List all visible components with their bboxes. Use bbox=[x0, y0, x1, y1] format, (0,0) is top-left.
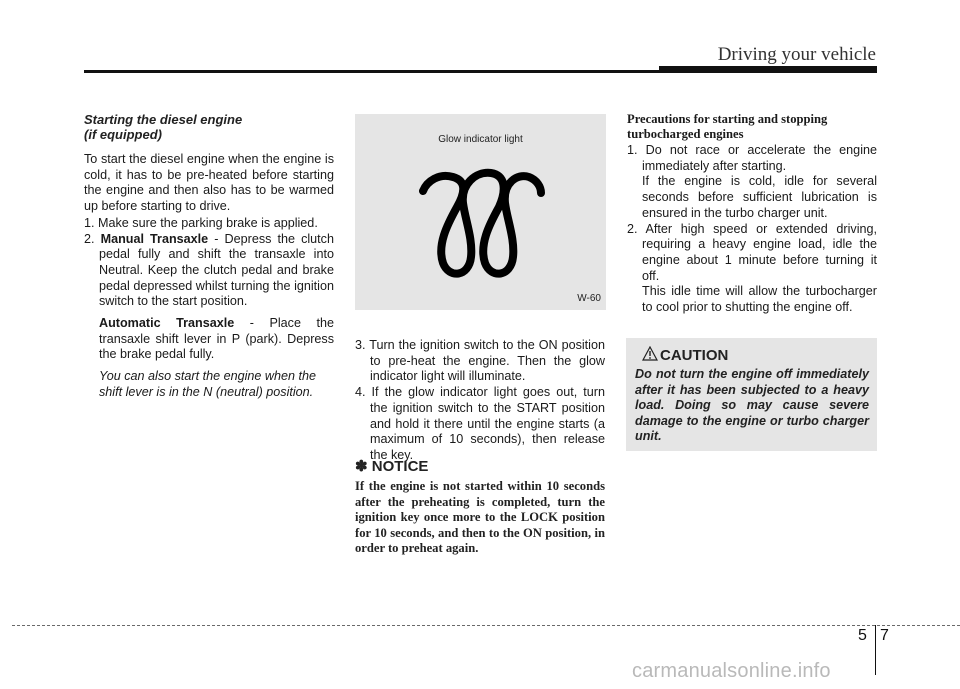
glow-plug-coil-icon bbox=[413, 159, 549, 279]
neutral-note: You can also start the engine when the shift lever is in the N (neutral) position. bbox=[99, 369, 317, 399]
step-3: 3. Turn the ignition switch to the ON position to pre-heat the engine. Then the glow indicator light will illuminate. bbox=[355, 338, 605, 384]
left-column bbox=[84, 112, 334, 401]
heading-line-2: (if equipped) bbox=[84, 127, 162, 142]
precaution-2-note: This idle time will allow the turbocharger to cool prior to shutting the engine off. bbox=[642, 284, 877, 315]
chapter-number: 5 bbox=[858, 627, 867, 644]
caution-text: Do not turn the engine off immediately after it has been subjected to a heavy load. Doing so may cause severe damage to the engine or turbo charger unit. bbox=[635, 367, 869, 444]
figure-code: W-60 bbox=[577, 293, 601, 304]
automatic-transaxle-text: - Place the transaxle shift lever in P (park). Depress the brake pedal fully. bbox=[99, 316, 335, 362]
page-number: 7 bbox=[880, 627, 889, 644]
intro-paragraph: To start the diesel engine when the engine is cold, it has to be pre-heated before starting the engine and then also has to be warmed up before starting to drive. bbox=[84, 152, 334, 214]
right-column bbox=[627, 112, 877, 316]
automatic-transaxle-label: Automatic Transaxle bbox=[99, 316, 235, 331]
precaution-1-note: If the engine is cold, idle for several seconds before sufficient lubrication is ensured in the turbo charger unit. bbox=[642, 174, 877, 220]
step-2-number: 2. bbox=[84, 231, 101, 246]
header-rule-accent bbox=[659, 66, 877, 71]
step-4: 4. If the glow indicator light goes out, turn the ignition switch to the START position and hold it there until the engine starts (a maximum of 10 seconds), then release the key. bbox=[355, 385, 605, 462]
precaution-2: 2. After high speed or extended driving, requiring a heavy engine load, idle the engine about 1 minute before turning it off. bbox=[627, 221, 877, 283]
turbo-precautions-heading: Precautions for starting and stopping turbocharged engines bbox=[627, 112, 828, 141]
step-2 bbox=[84, 232, 334, 311]
caution-heading: CAUTION bbox=[660, 347, 729, 364]
notice-text: If the engine is not started within 10 seconds after the preheating is completed, turn the ignition key once more to the LOCK position for 10 seconds, and then to the ON position, in order to preheat again. bbox=[355, 479, 605, 556]
footer-rule bbox=[12, 625, 960, 626]
precaution-1: 1. Do not race or accelerate the engine immediately after starting. bbox=[627, 143, 877, 173]
figure-label: Glow indicator light bbox=[438, 134, 523, 145]
caution-box bbox=[626, 338, 877, 451]
section-title: Driving your vehicle bbox=[717, 44, 876, 65]
heading-line-1: Starting the diesel engine bbox=[84, 112, 243, 127]
section-heading bbox=[84, 112, 334, 142]
watermark: carmanualsonline.info bbox=[632, 660, 831, 682]
step-2-text: - Depress the clutch pedal fully and shift the transaxle into Neutral. Keep the clutch pedal and brake pedal depressed whilst turning the ignition switch to the start position. bbox=[99, 231, 334, 309]
glow-indicator-figure bbox=[355, 114, 606, 310]
step-1: 1. Make sure the parking brake is applied. bbox=[84, 215, 318, 230]
middle-column bbox=[355, 338, 605, 464]
automatic-transaxle-paragraph bbox=[84, 316, 334, 363]
page-number-divider bbox=[875, 625, 876, 675]
notice-heading: ✽ NOTICE bbox=[355, 458, 429, 475]
warning-triangle-icon bbox=[642, 346, 658, 361]
manual-transaxle-label: Manual Transaxle bbox=[100, 231, 209, 246]
